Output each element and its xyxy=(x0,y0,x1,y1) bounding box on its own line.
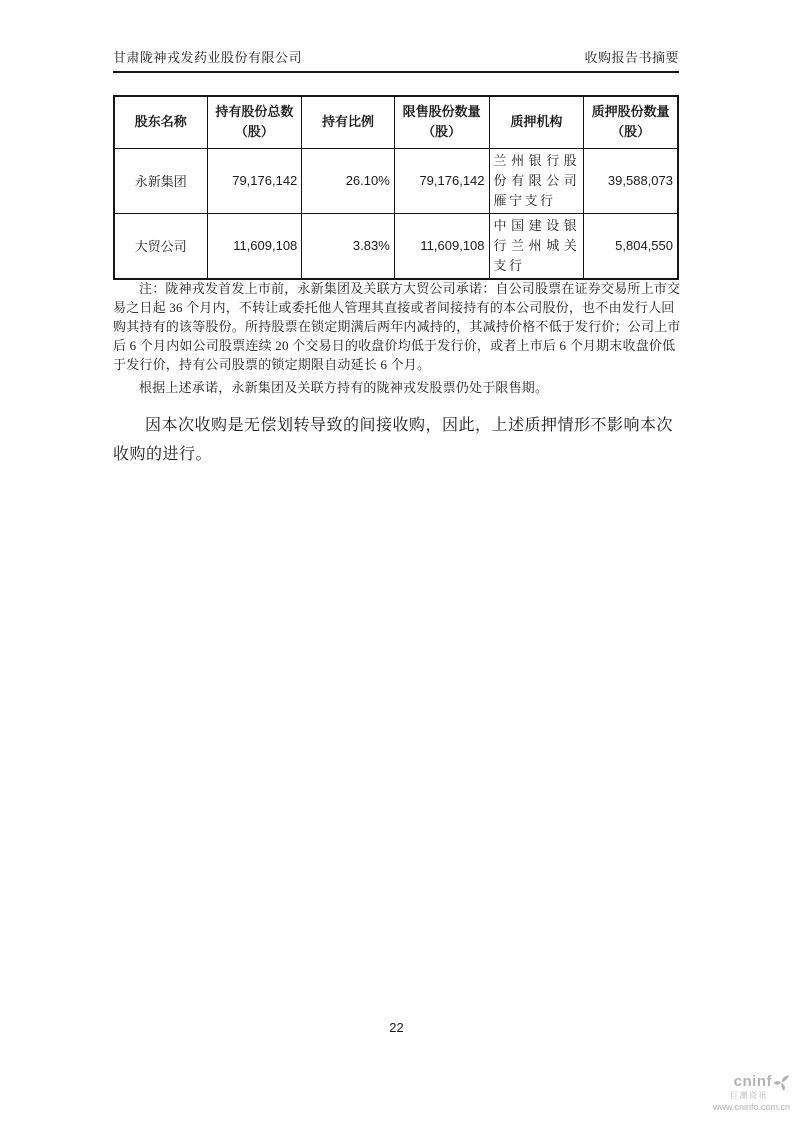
table-header-row xyxy=(114,96,678,148)
pledged-shares-cell: 5,804,550 xyxy=(584,213,678,279)
col-header-ratio: 持有比例 xyxy=(302,96,394,148)
header-company-name: 甘肃陇神戎发药业股份有限公司 xyxy=(113,50,303,65)
col-header-shareholder: 股东名称 xyxy=(114,96,207,148)
shareholder-name-cell: 大贸公司 xyxy=(114,213,207,279)
cninfo-logo-row xyxy=(704,1074,790,1091)
table-row xyxy=(114,213,678,279)
table-footnote xyxy=(113,279,681,397)
footnote-paragraph: 注：陇神戎发首发上市前，永新集团及关联方大贸公司承诺：自公司股票在证券交易所上市交易之日起 36 个月内，不转让或委托他人管理其直接或者间接持有的本公司股份，也不由发行人回购其持有的该等股份。所持股票在锁定期满后两年内减持的，其减持价格不低于发行价；公司上市后 6 个月内如公司股票连续 20 个交易日的收盘价均低于发行价，或者上市后 6 个月期末收盘价低于发行价，持有公司股票的锁定期限自动延长 6 个月。 xyxy=(113,281,681,372)
cninfo-logo xyxy=(704,1074,790,1113)
pledgee-cell: 兰州银行股份有限公司雁宁支行 xyxy=(489,148,584,213)
pledgee-cell: 中国建设银行兰州城关支行 xyxy=(489,213,584,279)
footnote-paragraph: 根据上述承诺，永新集团及关联方持有的陇神戎发股票仍处于限售期。 xyxy=(139,380,549,395)
col-header-pledged: 质押股份数量（股） xyxy=(584,96,678,148)
body-text xyxy=(113,412,685,469)
restricted-shares-cell: 11,609,108 xyxy=(394,213,489,279)
col-header-pledgee: 质押机构 xyxy=(489,96,584,148)
restricted-shares-cell: 79,176,142 xyxy=(394,148,489,213)
cninfo-url: www.cninfo.com.cn xyxy=(712,1101,790,1112)
total-shares-cell: 11,609,108 xyxy=(207,213,302,279)
pledge-shareholding-table xyxy=(113,95,679,280)
header-doc-type: 收购报告书摘要 xyxy=(584,50,679,65)
cninfo-brand-text: cninf xyxy=(733,1073,772,1091)
table-row xyxy=(114,148,678,213)
page-header xyxy=(113,47,679,73)
pledged-shares-cell: 39,588,073 xyxy=(584,148,678,213)
shareholder-name-cell: 永新集团 xyxy=(114,148,207,213)
ratio-cell: 3.83% xyxy=(302,213,394,279)
col-header-restricted: 限售股份数量（股） xyxy=(394,96,489,148)
page-number: 22 xyxy=(389,1020,404,1035)
body-paragraph: 因本次收购是无偿划转导致的间接收购，因此，上述质押情形不影响本次收购的进行。 xyxy=(113,417,674,463)
ratio-cell: 26.10% xyxy=(302,148,394,213)
total-shares-cell: 79,176,142 xyxy=(207,148,302,213)
cninfo-swirl-icon xyxy=(773,1074,790,1091)
cninfo-chinese-name: 巨潮资讯 xyxy=(730,1091,768,1100)
col-header-total-shares: 持有股份总数（股） xyxy=(207,96,302,148)
